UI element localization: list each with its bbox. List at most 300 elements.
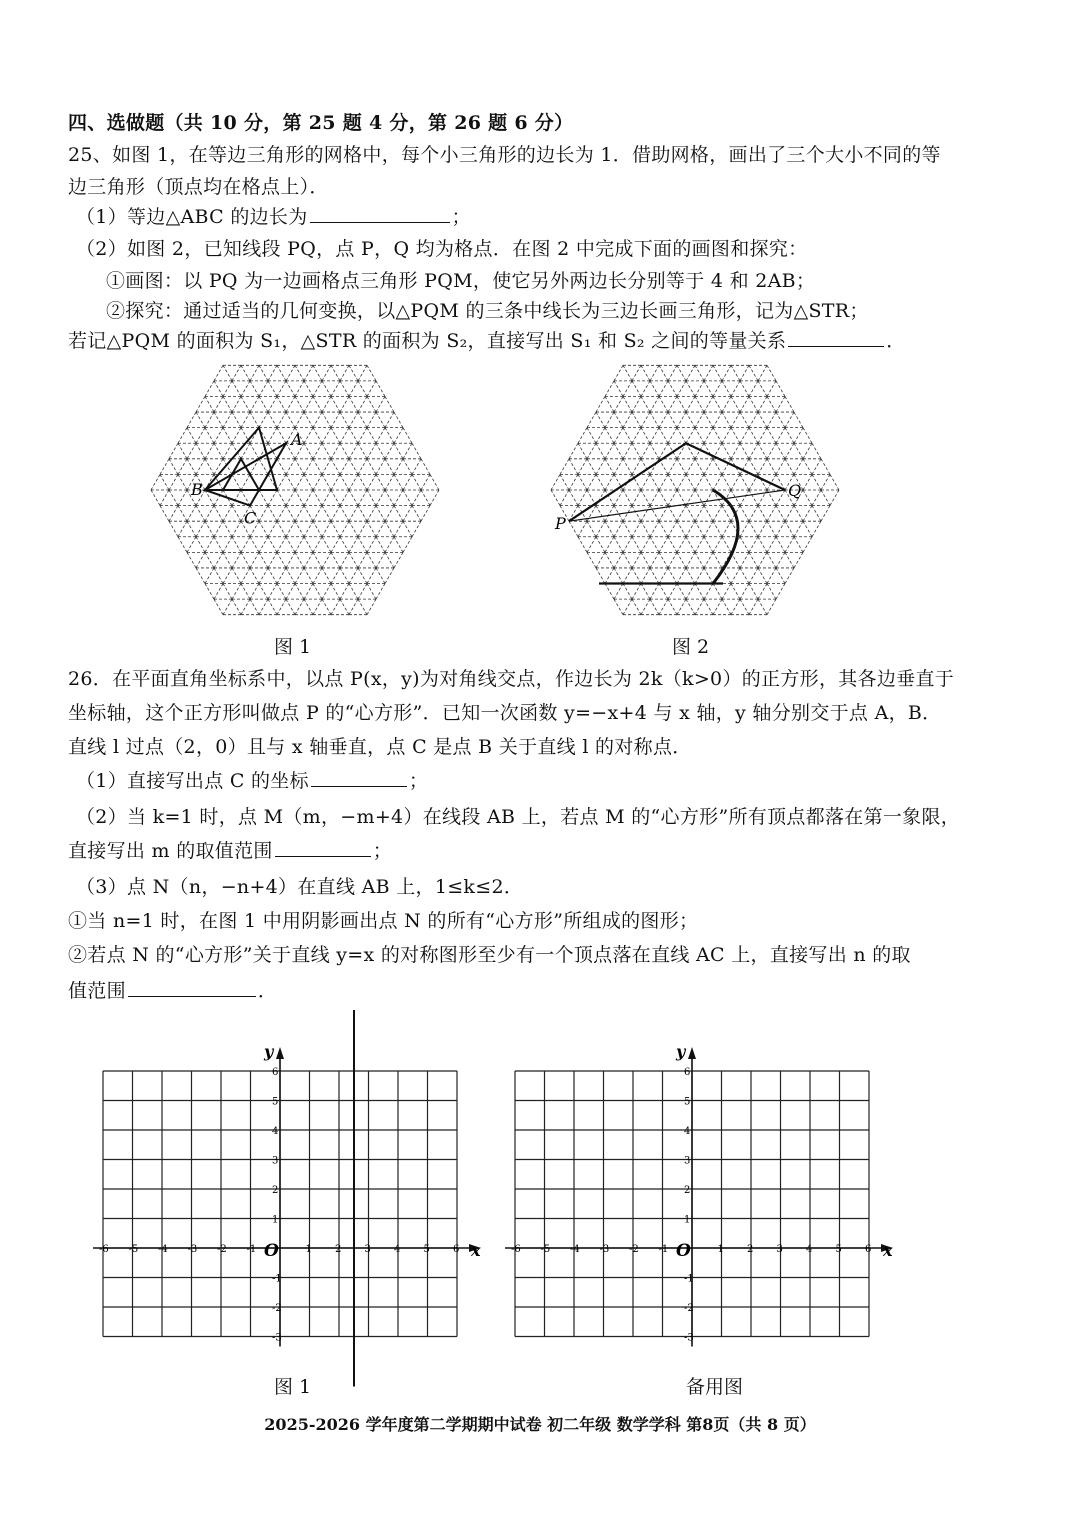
grid-line xyxy=(196,568,205,584)
x-tick-label: 6 xyxy=(865,1244,872,1255)
q26-part3-answer-blank[interactable] xyxy=(128,978,256,997)
y-tick-label: 2 xyxy=(272,1185,279,1196)
grid-line xyxy=(223,506,232,522)
grid-line xyxy=(758,412,767,428)
grid-line xyxy=(403,537,412,553)
grid-line xyxy=(187,537,196,553)
grid-line xyxy=(340,459,349,475)
grid-line xyxy=(223,568,232,584)
grid-line xyxy=(767,412,776,428)
grid-line xyxy=(214,490,223,506)
grid-line xyxy=(403,521,412,537)
grid-line xyxy=(268,568,277,584)
grid-line xyxy=(632,506,641,522)
grid-line xyxy=(668,428,677,444)
grid-line xyxy=(767,428,776,444)
grid-line xyxy=(605,443,614,459)
grid-line xyxy=(749,506,758,522)
grid-line xyxy=(587,412,596,428)
grid-line xyxy=(268,381,277,397)
grid-line xyxy=(614,365,623,381)
grid-line xyxy=(322,599,331,615)
grid-line xyxy=(169,490,178,506)
grid-line xyxy=(376,490,385,506)
grid-line xyxy=(686,506,695,522)
grid-line xyxy=(385,521,394,537)
grid-line xyxy=(596,459,605,475)
grid-line xyxy=(277,568,286,584)
grid-line xyxy=(614,537,623,553)
q26-part3-b-line1: ②若点 N 的“心方形”关于直线 y=x 的对称图形至少有一个顶点落在直线 AC 上，直接写出 n 的取 xyxy=(68,944,911,966)
grid-line xyxy=(596,568,605,584)
x-tick-label: 4 xyxy=(806,1244,813,1255)
grid-line xyxy=(376,412,385,428)
x-tick-label: -5 xyxy=(128,1244,139,1255)
grid-line xyxy=(677,396,686,412)
grid-line xyxy=(385,537,394,553)
grid-line xyxy=(277,474,286,490)
grid-line xyxy=(776,506,785,522)
grid-line xyxy=(286,552,295,568)
grid-line xyxy=(776,381,785,397)
grid-line xyxy=(677,568,686,584)
grid-line xyxy=(367,412,376,428)
grid-line xyxy=(731,396,740,412)
grid-line xyxy=(331,537,340,553)
grid-line xyxy=(331,443,340,459)
grid-line xyxy=(785,568,794,584)
grid-line xyxy=(376,552,385,568)
grid-line xyxy=(785,412,794,428)
grid-line xyxy=(178,459,187,475)
grid-line xyxy=(740,537,749,553)
q25-figure-2 xyxy=(545,355,845,625)
grid-line xyxy=(650,443,659,459)
grid-line xyxy=(223,396,232,412)
grid-line xyxy=(295,599,304,615)
grid-line xyxy=(686,521,695,537)
grid-line xyxy=(614,412,623,428)
grid-line xyxy=(367,365,376,381)
grid-line xyxy=(241,584,250,600)
grid-line xyxy=(385,552,394,568)
grid-line xyxy=(776,537,785,553)
grid-line xyxy=(758,443,767,459)
grid-line xyxy=(758,568,767,584)
q26-part2-answer-blank[interactable] xyxy=(275,838,371,857)
grid-line xyxy=(277,396,286,412)
grid-line xyxy=(385,474,394,490)
grid-line xyxy=(578,443,587,459)
grid-line xyxy=(776,428,785,444)
grid-line xyxy=(803,459,812,475)
q25-part2-c-text: 若记△PQM 的面积为 S₁，△STR 的面积为 S₂，直接写出 S₁ 和 S₂ 之间的等量关系 xyxy=(68,330,787,352)
grid-line xyxy=(767,396,776,412)
grid-line xyxy=(569,521,578,537)
grid-line xyxy=(650,552,659,568)
grid-line xyxy=(569,459,578,475)
grid-line xyxy=(331,412,340,428)
grid-line xyxy=(205,568,214,584)
grid-line xyxy=(295,537,304,553)
grid-line xyxy=(758,537,767,553)
grid-line xyxy=(704,537,713,553)
grid-line xyxy=(223,428,232,444)
grid-line xyxy=(695,396,704,412)
grid-line xyxy=(196,506,205,522)
grid-line xyxy=(304,459,313,475)
q25-stem-line1: 25、如图 1，在等边三角形的网格中，每个小三角形的边长为 1．借助网格，画出了三个大小不同的等 xyxy=(68,144,941,166)
grid-line xyxy=(277,490,286,506)
q26-part3-b-text: 值范围 xyxy=(68,980,126,1002)
grid-line xyxy=(196,537,205,553)
grid-line xyxy=(367,428,376,444)
grid-line xyxy=(686,474,695,490)
grid-line xyxy=(295,474,304,490)
grid-line xyxy=(794,443,803,459)
grid-line xyxy=(695,474,704,490)
grid-line xyxy=(376,459,385,475)
grid-line xyxy=(695,506,704,522)
grid-line xyxy=(313,568,322,584)
grid-line xyxy=(767,506,776,522)
grid-line xyxy=(605,396,614,412)
grid-line xyxy=(286,396,295,412)
grid-line xyxy=(340,381,349,397)
grid-line xyxy=(632,365,641,381)
grid-line xyxy=(241,365,250,381)
grid-line xyxy=(160,459,169,475)
x-axis-label: x xyxy=(883,1241,893,1260)
grid-line xyxy=(340,568,349,584)
grid-line xyxy=(614,443,623,459)
grid-line xyxy=(313,552,322,568)
grid-line xyxy=(695,381,704,397)
grid-line xyxy=(704,552,713,568)
grid-line xyxy=(394,428,403,444)
grid-line xyxy=(812,521,821,537)
grid-line xyxy=(686,381,695,397)
grid-line xyxy=(205,506,214,522)
grid-line xyxy=(605,584,614,600)
grid-line xyxy=(376,584,385,600)
q26-part1-answer-blank[interactable] xyxy=(311,768,407,787)
grid-line xyxy=(695,568,704,584)
grid-line xyxy=(740,490,749,506)
grid-line xyxy=(551,490,560,506)
grid-line xyxy=(214,443,223,459)
x-tick-label: -6 xyxy=(511,1244,521,1255)
grid-line xyxy=(614,490,623,506)
grid-line xyxy=(587,443,596,459)
grid-line xyxy=(794,428,803,444)
q25-part1-answer-blank[interactable] xyxy=(310,204,450,223)
grid-line xyxy=(704,412,713,428)
grid-line xyxy=(659,521,668,537)
x-tick-label: -2 xyxy=(629,1244,639,1255)
grid-line xyxy=(394,412,403,428)
grid-line xyxy=(587,537,596,553)
grid-line xyxy=(641,396,650,412)
y-tick-label: 1 xyxy=(684,1214,691,1226)
grid-line xyxy=(668,521,677,537)
grid-line xyxy=(394,552,403,568)
grid-line xyxy=(331,521,340,537)
grid-line xyxy=(349,459,358,475)
grid-line xyxy=(367,568,376,584)
grid-line xyxy=(803,443,812,459)
grid-line xyxy=(304,552,313,568)
grid-line xyxy=(295,396,304,412)
y-tick-label: 4 xyxy=(684,1126,691,1137)
grid-line xyxy=(623,568,632,584)
grid-line xyxy=(268,537,277,553)
grid-line xyxy=(349,412,358,428)
grid-line xyxy=(295,459,304,475)
grid-line xyxy=(731,443,740,459)
grid-line xyxy=(304,428,313,444)
grid-line xyxy=(250,365,259,381)
grid-line xyxy=(695,521,704,537)
grid-line xyxy=(286,599,295,615)
grid-line xyxy=(241,381,250,397)
grid-line xyxy=(713,552,722,568)
grid-line xyxy=(785,506,794,522)
grid-line xyxy=(713,459,722,475)
x-tick-label: -4 xyxy=(570,1244,580,1255)
grid-line xyxy=(331,490,340,506)
grid-line xyxy=(304,381,313,397)
grid-line xyxy=(704,381,713,397)
grid-line xyxy=(349,396,358,412)
grid-line xyxy=(713,521,722,537)
grid-line xyxy=(641,506,650,522)
grid-line xyxy=(250,396,259,412)
grid-line xyxy=(322,459,331,475)
grid-line xyxy=(659,552,668,568)
grid-line xyxy=(412,443,421,459)
grid-line xyxy=(196,521,205,537)
grid-line xyxy=(632,412,641,428)
grid-line xyxy=(232,506,241,522)
grid-line xyxy=(349,537,358,553)
grid-line xyxy=(749,412,758,428)
grid-line xyxy=(767,537,776,553)
grid-line xyxy=(605,537,614,553)
grid-line xyxy=(412,521,421,537)
grid-line xyxy=(376,428,385,444)
grid-line xyxy=(331,599,340,615)
grid-line xyxy=(569,443,578,459)
grid-line xyxy=(722,584,731,600)
grid-line xyxy=(704,584,713,600)
grid-line xyxy=(587,474,596,490)
grid-line xyxy=(214,365,223,381)
grid-line xyxy=(695,599,704,615)
grid-line xyxy=(776,521,785,537)
grid-line xyxy=(812,443,821,459)
grid-line xyxy=(623,537,632,553)
grid-line xyxy=(376,568,385,584)
grid-line xyxy=(376,381,385,397)
grid-line xyxy=(268,506,277,522)
grid-line xyxy=(740,584,749,600)
grid-line xyxy=(686,568,695,584)
q26-part1-text: （1）直接写出点 C 的坐标 xyxy=(76,770,309,792)
grid-line xyxy=(668,552,677,568)
grid-line xyxy=(295,365,304,381)
grid-line xyxy=(641,443,650,459)
q25-stem-line2: 边三角形（顶点均在格点上）． xyxy=(68,176,329,198)
grid-line xyxy=(286,412,295,428)
grid-line xyxy=(740,552,749,568)
grid-line xyxy=(632,490,641,506)
grid-line xyxy=(551,474,560,490)
q25-part2-answer-blank[interactable] xyxy=(788,328,884,347)
grid-line xyxy=(623,552,632,568)
grid-line xyxy=(587,428,596,444)
grid-line xyxy=(677,537,686,553)
grid-line xyxy=(277,365,286,381)
grid-line xyxy=(214,506,223,522)
q26-part3-b-line2 xyxy=(68,978,277,1004)
grid-line xyxy=(295,490,304,506)
grid-line xyxy=(367,396,376,412)
grid-line xyxy=(277,428,286,444)
grid-line xyxy=(605,521,614,537)
grid-line xyxy=(722,396,731,412)
grid-line xyxy=(232,490,241,506)
q25-part1-text: （1）等边△ABC 的边长为 xyxy=(76,206,308,228)
grid-line xyxy=(596,443,605,459)
grid-line xyxy=(668,568,677,584)
grid-line xyxy=(623,459,632,475)
y-axis-arrow xyxy=(276,1047,284,1059)
grid-line xyxy=(767,443,776,459)
grid-line xyxy=(358,412,367,428)
grid-line xyxy=(614,584,623,600)
grid-line xyxy=(223,599,232,615)
grid-line xyxy=(803,428,812,444)
grid-line xyxy=(668,381,677,397)
grid-line xyxy=(286,584,295,600)
grid-line xyxy=(304,396,313,412)
grid-line xyxy=(250,381,259,397)
grid-line xyxy=(349,552,358,568)
q25-part1-end: ； xyxy=(451,206,471,228)
grid-line xyxy=(241,568,250,584)
grid-line xyxy=(268,599,277,615)
grid-line xyxy=(241,552,250,568)
fig1-caption: 图 1 xyxy=(274,636,312,658)
grid-line xyxy=(650,584,659,600)
grid-line xyxy=(403,428,412,444)
grid-line xyxy=(767,568,776,584)
grid-line xyxy=(758,396,767,412)
grid-line xyxy=(623,599,632,615)
grid-line xyxy=(205,396,214,412)
grid-line xyxy=(169,443,178,459)
grid-line xyxy=(268,365,277,381)
grid-line xyxy=(340,490,349,506)
grid-line xyxy=(704,365,713,381)
grid-line xyxy=(659,568,668,584)
grid-line xyxy=(187,552,196,568)
grid-line xyxy=(322,365,331,381)
grid-line xyxy=(749,459,758,475)
grid-line xyxy=(268,428,277,444)
grid-line xyxy=(704,428,713,444)
grid-line xyxy=(367,584,376,600)
grid-line xyxy=(569,490,578,506)
grid-line xyxy=(650,568,659,584)
grid-line xyxy=(794,537,803,553)
grid-line xyxy=(650,396,659,412)
y-axis-label: y xyxy=(676,1042,686,1061)
grid-line xyxy=(241,474,250,490)
grid-line xyxy=(641,381,650,397)
q25-part2-a: ①画图：以 PQ 为一边画格点三角形 PQM，使它另外两边长分别等于 4 和 2AB； xyxy=(106,270,816,292)
grid-line xyxy=(313,537,322,553)
grid-line xyxy=(277,506,286,522)
grid-line xyxy=(614,396,623,412)
grid-line xyxy=(223,584,232,600)
grid-line xyxy=(785,459,794,475)
grid-line xyxy=(695,552,704,568)
grid-line xyxy=(740,599,749,615)
grid-line xyxy=(758,521,767,537)
grid-line xyxy=(596,537,605,553)
grid-line xyxy=(376,443,385,459)
grid-line xyxy=(295,568,304,584)
grid-line xyxy=(605,459,614,475)
grid-line xyxy=(322,396,331,412)
grid-line xyxy=(394,474,403,490)
grid-line xyxy=(178,443,187,459)
grid-line xyxy=(412,490,421,506)
grid-line xyxy=(340,506,349,522)
grid-line xyxy=(340,599,349,615)
grid-line xyxy=(214,381,223,397)
grid-line xyxy=(695,412,704,428)
grid-line xyxy=(331,381,340,397)
x-tick-label: -4 xyxy=(158,1244,168,1255)
grid-line xyxy=(578,428,587,444)
origin-label: O xyxy=(264,1241,279,1261)
label-p: P xyxy=(555,514,566,534)
q26-stem-line3: 直线 l 过点（2，0）且与 x 轴垂直，点 C 是点 B 关于直线 l 的对称点． xyxy=(68,736,692,758)
grid-line xyxy=(358,599,367,615)
grid-line xyxy=(349,365,358,381)
grid-line xyxy=(722,521,731,537)
grid-line xyxy=(686,396,695,412)
grid-line xyxy=(740,365,749,381)
grid-line xyxy=(322,474,331,490)
y-tick-label: -1 xyxy=(684,1273,694,1285)
grid-line xyxy=(659,537,668,553)
grid-line xyxy=(794,552,803,568)
grid-line xyxy=(376,521,385,537)
grid-line xyxy=(614,599,623,615)
grid-line xyxy=(358,365,367,381)
q25-part1 xyxy=(76,204,471,230)
grid-line xyxy=(650,490,659,506)
grid-line xyxy=(596,521,605,537)
grid-line xyxy=(596,552,605,568)
grid-line xyxy=(722,381,731,397)
grid-line xyxy=(421,506,430,522)
grid-line xyxy=(767,365,776,381)
